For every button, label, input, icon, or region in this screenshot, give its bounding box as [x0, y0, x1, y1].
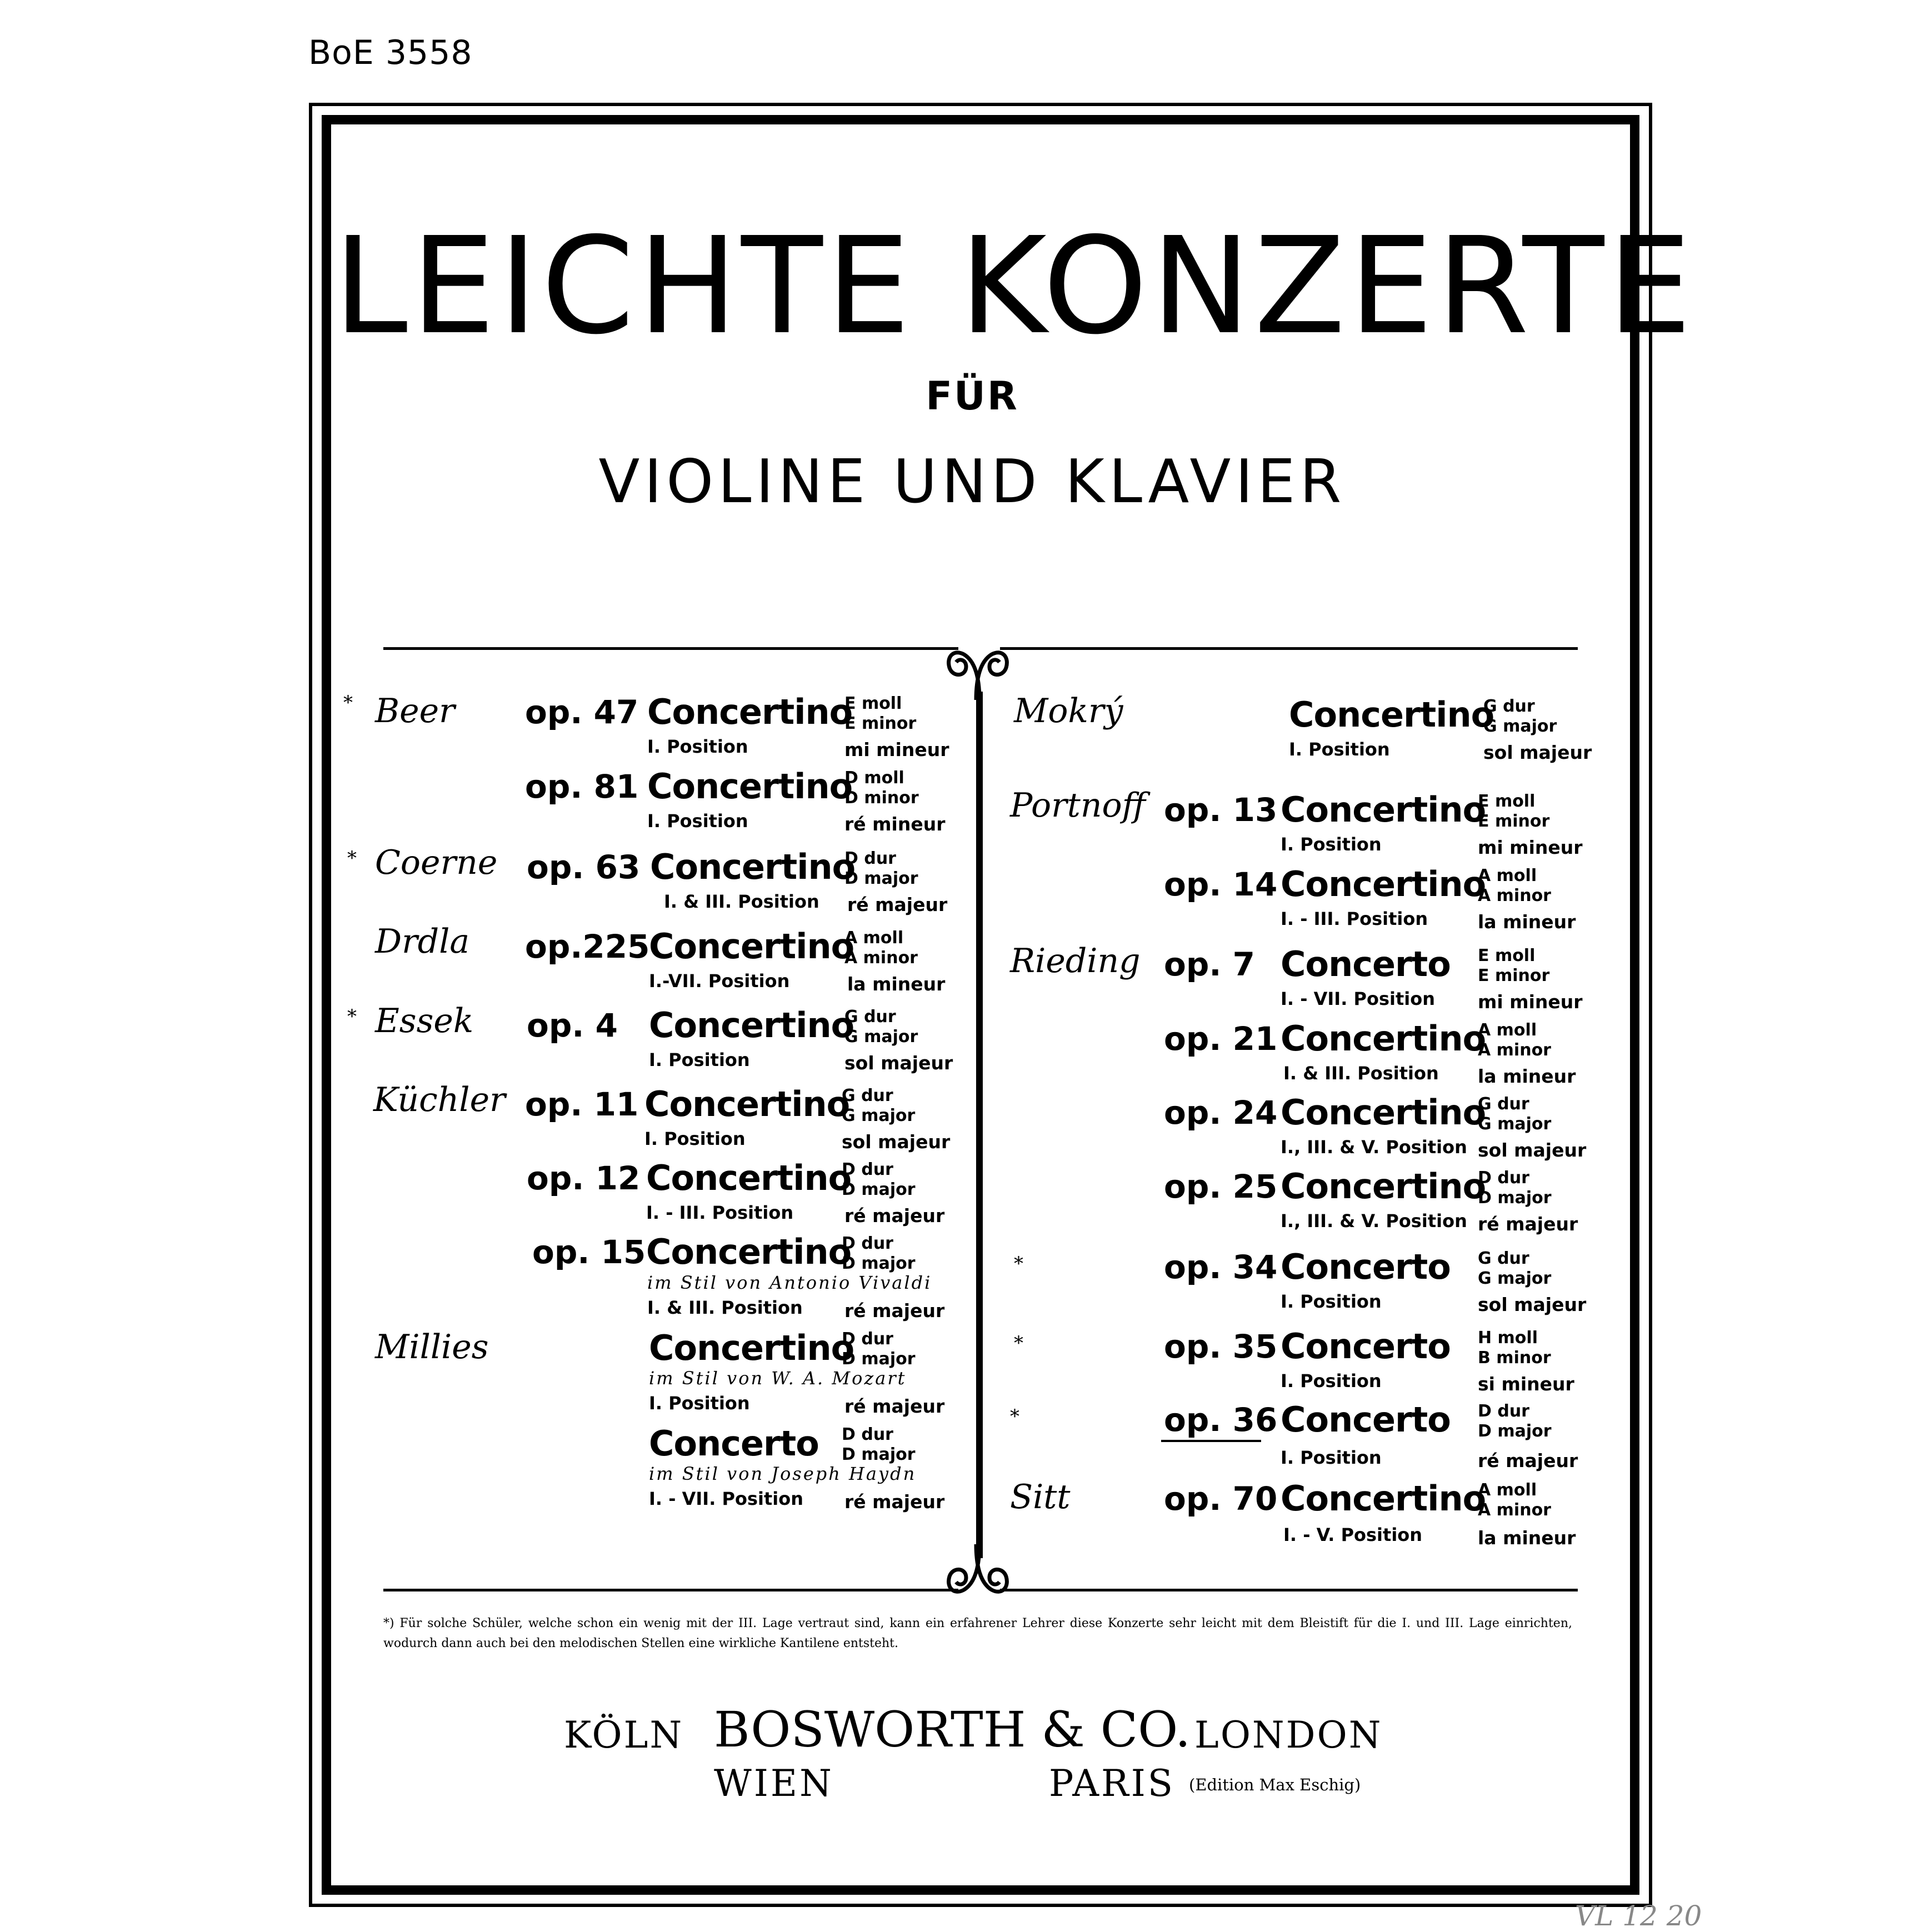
work-title: Concertino [649, 926, 854, 967]
position: I. Position [644, 1128, 746, 1149]
key-french: sol majeur [1478, 1139, 1587, 1161]
position: I. Position [1281, 834, 1382, 855]
key-english: G major [842, 1106, 916, 1125]
key-english: D major [844, 869, 918, 888]
opus-number: op. 13 [1164, 791, 1278, 829]
key-german: D dur [1478, 1168, 1529, 1188]
work-title: Concertino [650, 847, 856, 887]
work-title: Concerto [649, 1423, 819, 1464]
composer: Coerne [375, 843, 498, 882]
key-german: E moll [844, 694, 902, 713]
opus-underline [1161, 1440, 1261, 1442]
opus-number: op.225 [525, 928, 650, 965]
entry-star: * [1014, 1332, 1023, 1354]
opus-number: op. 21 [1164, 1020, 1278, 1058]
key-english: D minor [844, 788, 919, 808]
opus-number: op. 4 [527, 1007, 618, 1044]
opus-number: op. 24 [1164, 1094, 1278, 1132]
key-english: D major [842, 1180, 916, 1199]
work-title: Concertino [1289, 694, 1494, 735]
work-title: Concertino [647, 692, 853, 732]
position: I., III. & V. Position [1281, 1137, 1467, 1158]
key-english: B minor [1478, 1348, 1551, 1368]
key-german: A moll [1478, 866, 1537, 885]
bottom-rule-right [1000, 1589, 1578, 1591]
key-french: ré majeur [844, 1205, 945, 1227]
work-title: Concertino [649, 1005, 854, 1045]
entry-star: * [343, 692, 353, 714]
publisher-city-koln: KÖLN [564, 1714, 684, 1756]
position: I. - III. Position [1281, 908, 1428, 929]
work-title: Concertino [1281, 1092, 1486, 1133]
entry-star: * [1010, 1405, 1019, 1428]
position: I. Position [1289, 739, 1390, 760]
composer: Millies [375, 1328, 489, 1367]
position: I. Position [647, 736, 748, 757]
key-french: la mineur [1478, 1065, 1576, 1087]
position: I. Position [649, 1393, 750, 1414]
work-title: Concertino [1281, 789, 1486, 830]
work-title: Concerto [1281, 944, 1451, 984]
entry-star: * [347, 1005, 357, 1028]
work-title: Concerto [1281, 1247, 1451, 1287]
publisher-name: BOSWORTH & CO. [714, 1701, 1191, 1758]
key-german: G dur [1483, 697, 1535, 716]
work-title: Concertino [646, 1158, 852, 1198]
key-german: G dur [1478, 1094, 1529, 1114]
publisher-edition: (Edition Max Eschig) [1189, 1775, 1361, 1794]
opus-number: op. 7 [1164, 945, 1255, 983]
work-title: Concertino [644, 1084, 850, 1124]
position: I. Position [1281, 1291, 1382, 1312]
key-french: ré majeur [844, 1300, 945, 1322]
position: I. Position [649, 1049, 750, 1070]
key-french: mi mineur [844, 739, 949, 760]
library-stamp: VL 12 20 [1575, 1900, 1702, 1932]
key-german: D dur [842, 1160, 893, 1179]
opus-number: op. 36 [1164, 1401, 1278, 1439]
key-french: ré mineur [844, 813, 946, 835]
style-note: im Stil von W. A. Mozart [649, 1368, 907, 1389]
opus-number: op. 15 [532, 1233, 646, 1271]
key-english: G major [844, 1027, 918, 1047]
key-french: la mineur [1478, 911, 1576, 933]
bottom-rule-left [383, 1589, 958, 1591]
position: I. Position [647, 810, 748, 832]
position: I. & III. Position [647, 1297, 803, 1318]
key-english: D major [842, 1254, 916, 1273]
key-english: D major [1478, 1422, 1552, 1441]
key-english: A minor [1478, 1040, 1551, 1060]
center-divider [976, 692, 983, 1558]
publisher-city-london: LONDON [1194, 1714, 1383, 1756]
key-english: D major [1478, 1188, 1552, 1208]
style-note: im Stil von Joseph Haydn [649, 1463, 917, 1484]
key-german: D dur [842, 1425, 893, 1444]
key-german: G dur [842, 1086, 893, 1105]
key-french: si mineur [1478, 1373, 1574, 1395]
key-french: sol majeur [1478, 1294, 1587, 1315]
footnote: *) Für solche Schüler, welche schon ein wenig mit der III. Lage vertraut sind, kann ein erfahrener Lehrer diese Konzerte sehr leicht mit dem Bleistift für die I. und III. Lage einrichten, wodurch dann auch bei den melodischen Stellen eine wirkliche Kantilene entsteht. [383, 1616, 1572, 1650]
publisher-city-wien: WIEN [714, 1762, 834, 1805]
work-title: Concertino [1281, 1478, 1486, 1519]
key-french: ré majeur [847, 894, 948, 915]
composer: Beer [375, 692, 455, 730]
work-title: Concertino [649, 1328, 854, 1368]
composer: Sitt [1010, 1478, 1071, 1516]
key-english: A minor [1478, 886, 1551, 905]
key-german: A moll [1478, 1480, 1537, 1500]
key-french: sol majeur [842, 1131, 951, 1153]
top-scroll-ornament [942, 644, 1014, 705]
key-english: G major [1483, 717, 1557, 736]
key-french: mi mineur [1478, 837, 1583, 858]
opus-number: op. 70 [1164, 1480, 1278, 1518]
work-title: Concerto [1281, 1326, 1451, 1367]
position: I. & III. Position [664, 891, 819, 912]
composer: Drdla [375, 922, 470, 961]
composer: Essek [375, 1002, 474, 1040]
key-english: G major [1478, 1114, 1552, 1134]
position: I. - VII. Position [649, 1488, 803, 1509]
entry-star: * [347, 847, 357, 869]
work-title: Concertino [1281, 1166, 1486, 1207]
key-english: E minor [1478, 812, 1550, 831]
position: I. Position [1281, 1370, 1382, 1392]
key-german: E moll [1478, 946, 1536, 965]
key-german: E moll [1478, 792, 1536, 811]
position: I. - VII. Position [1281, 988, 1435, 1009]
key-english: E minor [844, 714, 917, 733]
position: I. Position [1281, 1447, 1382, 1468]
key-english: A minor [844, 948, 918, 968]
key-french: la mineur [847, 973, 946, 995]
composer: Rieding [1010, 942, 1141, 980]
position: I.-VII. Position [649, 970, 790, 992]
key-french: sol majeur [1483, 742, 1592, 763]
work-title: Concertino [646, 1232, 852, 1272]
key-german: G dur [844, 1007, 896, 1027]
key-french: ré majeur [844, 1395, 945, 1417]
subtitle-fur: FÜR [926, 373, 1019, 419]
key-french: sol majeur [844, 1052, 953, 1074]
opus-number: op. 81 [525, 768, 639, 805]
position: I. - III. Position [646, 1202, 794, 1223]
composer: Portnoff [1010, 786, 1146, 825]
key-german: D dur [842, 1329, 893, 1349]
key-french: la mineur [1478, 1527, 1576, 1549]
key-german: A moll [1478, 1020, 1537, 1040]
opus-number: op. 47 [525, 693, 639, 731]
work-title: Concertino [1281, 1018, 1486, 1059]
publisher-city-paris: PARIS [1049, 1762, 1175, 1805]
page-title: LEICHTE KONZERTE [333, 208, 1695, 364]
key-german: G dur [1478, 1249, 1529, 1268]
composer: Mokrý [1014, 692, 1123, 730]
key-french: ré majeur [1478, 1213, 1578, 1235]
work-title: Concerto [1281, 1399, 1451, 1440]
key-english: E minor [1478, 966, 1550, 985]
composer: Küchler [373, 1080, 506, 1119]
entry-star: * [1014, 1253, 1023, 1275]
opus-number: op. 11 [525, 1085, 639, 1123]
bottom-scroll-ornament [942, 1539, 1014, 1600]
key-french: mi mineur [1478, 991, 1583, 1013]
key-french: ré majeur [1478, 1450, 1578, 1471]
key-german: D dur [1478, 1402, 1529, 1421]
work-title: Concertino [647, 766, 853, 807]
key-german: H moll [1478, 1328, 1538, 1348]
key-german: A moll [844, 928, 904, 948]
key-french: ré majeur [844, 1491, 945, 1513]
top-rule-right [1000, 647, 1578, 650]
work-title: Concertino [1281, 864, 1486, 904]
opus-number: op. 25 [1164, 1168, 1278, 1205]
position: I. & III. Position [1283, 1063, 1439, 1084]
opus-number: op. 34 [1164, 1248, 1278, 1286]
top-rule-left [383, 647, 958, 650]
key-english: D major [842, 1349, 916, 1369]
key-german: D dur [844, 849, 896, 868]
key-english: G major [1478, 1269, 1552, 1288]
opus-number: op. 14 [1164, 865, 1278, 903]
opus-number: op. 35 [1164, 1328, 1278, 1365]
catalog-number: BoE 3558 [308, 33, 473, 72]
key-german: D moll [844, 768, 904, 788]
key-english: A minor [1478, 1500, 1551, 1520]
style-note: im Stil von Antonio Vivaldi [647, 1272, 932, 1293]
position: I. - V. Position [1283, 1524, 1423, 1545]
opus-number: op. 12 [527, 1159, 641, 1197]
subtitle-instruments: VIOLINE UND KLAVIER [598, 447, 1346, 517]
key-german: D dur [842, 1234, 893, 1253]
opus-number: op. 63 [527, 848, 641, 886]
position: I., III. & V. Position [1281, 1210, 1467, 1232]
key-english: D major [842, 1445, 916, 1464]
